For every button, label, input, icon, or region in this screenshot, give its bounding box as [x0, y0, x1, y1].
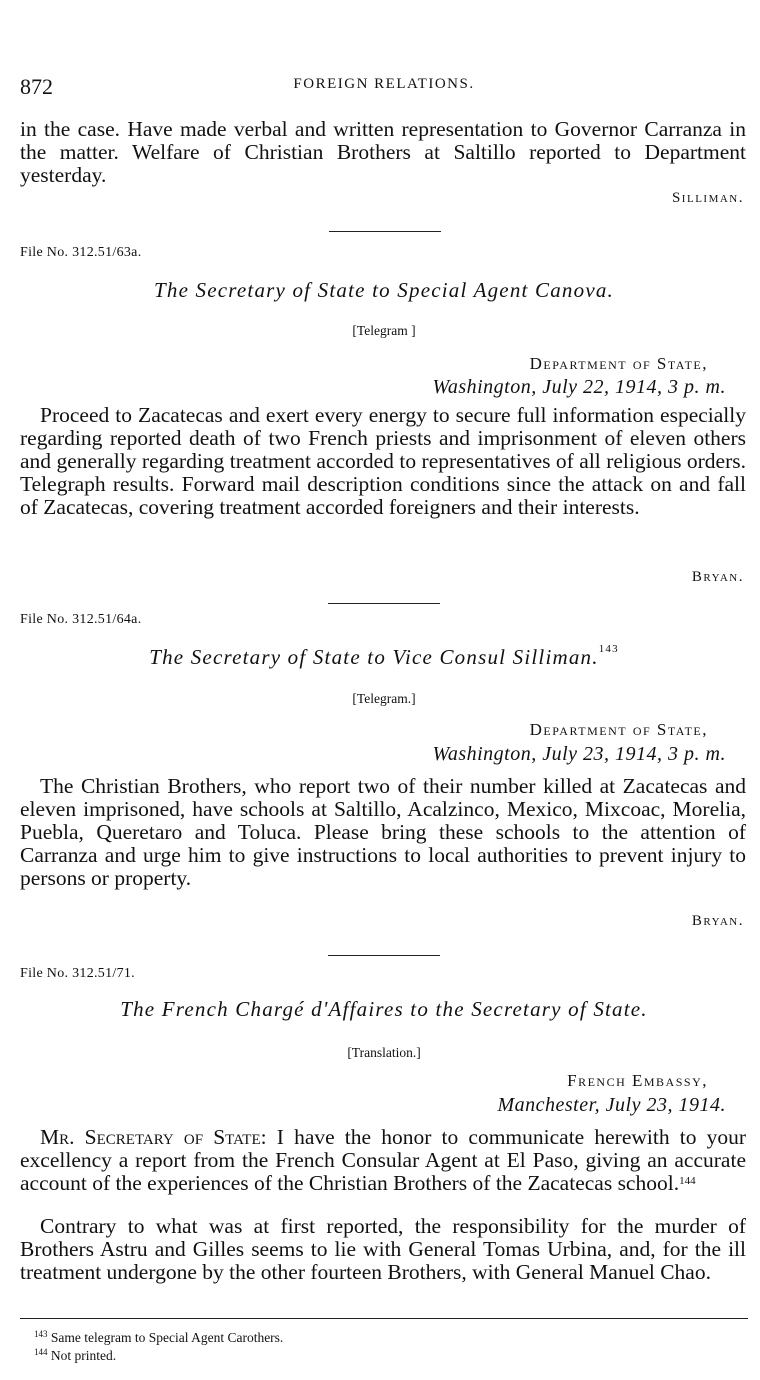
divider [329, 231, 441, 232]
footnote: $^{143}$ Same telegram to Special Agent Carothers. [34, 1329, 284, 1345]
running-title: FOREIGN RELATIONS. [293, 76, 475, 92]
sender-office: Department of State, [529, 720, 708, 739]
body-paragraph: Mr. Secretary of State: I have the honor to communicate herewith to your excellency a report from the French Consular Agent at El Paso, giving an accurate account of the experiences of the Christian Brothers of the Zacatecas school.$^{144}$ [20, 1125, 747, 1195]
file-number: File No. 312.51/63a. [20, 245, 142, 260]
date-line: Washington, July 23, 1914, 3 p. m. [432, 743, 726, 765]
signature-bryan: Bryan. [691, 569, 744, 585]
sender-office: French Embassy, [567, 1071, 708, 1090]
date-line: Manchester, July 23, 1914. [497, 1094, 726, 1116]
signature-silliman: Silliman. [671, 190, 744, 206]
body-paragraph: Proceed to Zacatecas and exert every energy to secure full information especially regarding reported death of two French priests and imprisonment of eleven others and generally regarding treatment accorded to representatives of all religious orders. Telegraph results. Forward mail description conditions since the attack on and fall of Zacatecas, covering treatment accorded foreigners and their interests. [20, 403, 746, 519]
divider [328, 955, 440, 956]
divider [328, 603, 440, 604]
body-paragraph: Contrary to what was at first reported, the responsibility for the murder of Brothers Astru and Gilles seems to lie with General Tomas Urbina, and, for the ill treatment undergone by the other fourteen Brothers, with General Manuel Chao. [20, 1214, 746, 1284]
footnote: $^{144}$ Not printed. [34, 1347, 117, 1363]
page-header [20, 74, 748, 104]
footnote-ref: 143 [598, 643, 619, 655]
sender-office: Department of State, [529, 354, 708, 373]
document-title: The Secretary of State to Vice Consul Silliman.$^{143}$ [149, 643, 619, 669]
file-number: File No. 312.51/71. [20, 966, 135, 981]
page-number: 872 [20, 74, 53, 99]
continuation-paragraph: in the case. Have made verbal and written representation to Governor Carranza in the matter. Welfare of Christian Brothers at Saltillo reported to Department yesterday. [20, 117, 746, 187]
document-title: The Secretary of State to Special Agent Canova. [154, 278, 614, 302]
document-title: The French Chargé d'Affaires to the Secretary of State. [120, 997, 648, 1021]
body-paragraph: The Christian Brothers, who report two of their number killed at Zacatecas and eleven imprisoned, have schools at Saltillo, Acalzinco, Mexico, Mixcoac, Morelia, Puebla, Queretaro and Toluca. Please bring these schools to the attention of Carranza and urge him to give instructions to local authorities to prevent injury to persons or property. [20, 774, 746, 890]
document-type: [Translation.] [347, 1045, 421, 1060]
file-number: File No. 312.51/64a. [20, 612, 142, 627]
footnote-ref: 144 [679, 1175, 696, 1187]
salutation: Mr. Secretary of State: [40, 1125, 267, 1149]
footnote-rule [20, 1318, 748, 1319]
signature-bryan: Bryan. [691, 913, 744, 929]
document-type: [Telegram.] [352, 691, 416, 706]
date-line: Washington, July 22, 1914, 3 p. m. [432, 376, 726, 398]
document-type: [Telegram ] [352, 323, 416, 338]
